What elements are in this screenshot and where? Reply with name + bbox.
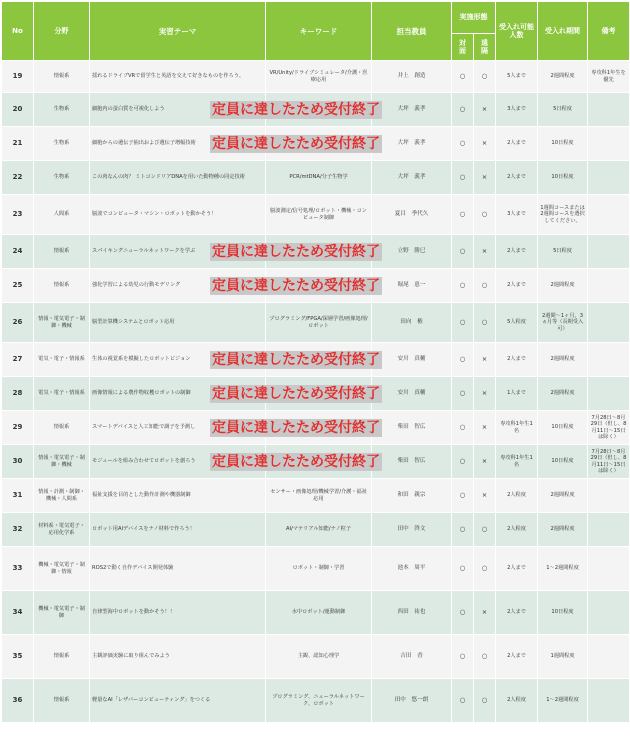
table-cell-keyword: VR/Unity/ドライブシミュレータ/介護・医療応用 bbox=[266, 61, 372, 93]
table-cell-note: 専攻科1年生を優先 bbox=[588, 61, 630, 93]
table-cell-note bbox=[588, 269, 630, 303]
table-row bbox=[2, 61, 630, 93]
table-row bbox=[2, 479, 630, 513]
table-cell-remote: ○ bbox=[474, 635, 496, 679]
table-cell-period: 2週間程度 bbox=[538, 513, 588, 547]
table-cell-capacity: 3人まで bbox=[496, 195, 538, 235]
table-cell-face: ○ bbox=[452, 513, 474, 547]
table-cell-no: 24 bbox=[2, 235, 34, 269]
header-format: 実施形態 bbox=[452, 2, 496, 34]
table-cell-field: 情報系 bbox=[34, 269, 90, 303]
table-cell-face: ○ bbox=[452, 377, 474, 411]
table-cell-theme: 福祉支援を目的とした動作計測や機器制御 bbox=[90, 479, 266, 513]
table-cell-field: 電気・電子・情報系 bbox=[34, 343, 90, 377]
header-staff: 担当教員 bbox=[372, 2, 452, 61]
table-row bbox=[2, 343, 630, 377]
table-cell-capacity: 専攻科1年生1名 bbox=[496, 445, 538, 479]
table-cell-face: ○ bbox=[452, 411, 474, 445]
table-cell-note bbox=[588, 479, 630, 513]
table-row bbox=[2, 195, 630, 235]
table-cell-theme: ロボット用AIデバイスをナノ材料で作ろう！ bbox=[90, 513, 266, 547]
table-cell-capacity: 2人まで bbox=[496, 547, 538, 591]
table-cell-capacity: 5人程度 bbox=[496, 303, 538, 343]
table-cell-period: 2週間程度 bbox=[538, 479, 588, 513]
table-cell-capacity: 2人まで bbox=[496, 161, 538, 195]
table-cell-face: ○ bbox=[452, 445, 474, 479]
table-cell-remote: × bbox=[474, 445, 496, 479]
table-cell-staff: 西田 祐也 bbox=[372, 591, 452, 635]
table-cell-no: 31 bbox=[2, 479, 34, 513]
closed-stamp: 定員に達したため受付終了 bbox=[212, 277, 380, 294]
table-cell-keyword: プログラミング、ニューラルネットワーク、ロボット bbox=[266, 679, 372, 723]
table-row bbox=[2, 411, 630, 445]
header-capacity: 受入れ可能人数 bbox=[496, 2, 538, 61]
table-cell-staff: 柴田 智広 bbox=[372, 445, 452, 479]
table-cell-field: 情報・計測・制御・機械・人間系 bbox=[34, 479, 90, 513]
table-cell-field: 情報系 bbox=[34, 61, 90, 93]
table-cell-capacity: 2人まで bbox=[496, 591, 538, 635]
table-cell-note bbox=[588, 635, 630, 679]
table-cell-theme: スパイキングニューラルネットワークを学ぶ 定員に達したため受付終了 bbox=[90, 235, 266, 269]
table-cell-staff: 安川 真輔 bbox=[372, 377, 452, 411]
table-cell-theme: モジュールを組み合わせてロボットを創ろう 定員に達したため受付終了 bbox=[90, 445, 266, 479]
table-cell-note bbox=[588, 195, 630, 235]
table-cell-period: 2週間〜1ヶ月、3ヵ月等（長期受入可） bbox=[538, 303, 588, 343]
table-cell-keyword: プログラミング/FPGA/深層学習/画像処理/ロボット bbox=[266, 303, 372, 343]
table-cell-note bbox=[588, 127, 630, 161]
table-cell-capacity: 2人程度 bbox=[496, 679, 538, 723]
table-cell-staff: 田向 権 bbox=[372, 303, 452, 343]
table-cell-field: 生物系 bbox=[34, 127, 90, 161]
table-cell-remote: × bbox=[474, 591, 496, 635]
table-cell-staff: 堀尾 恵一 bbox=[372, 269, 452, 303]
table-cell-remote: × bbox=[474, 479, 496, 513]
table-cell-field: 情報系 bbox=[34, 679, 90, 723]
table-cell-no: 33 bbox=[2, 547, 34, 591]
table-row bbox=[2, 161, 630, 195]
table-cell-staff: 井上 創造 bbox=[372, 61, 452, 93]
table-cell-field: 生物系 bbox=[34, 161, 90, 195]
table-cell-keyword: AI/マテリアル知能/ナノ粒子 bbox=[266, 513, 372, 547]
table-cell-theme: 揺れるドライブVRで留学生と英語を交えて好きなものを作ろう。 bbox=[90, 61, 266, 93]
table-cell-period: 10日程度 bbox=[538, 445, 588, 479]
table-cell-period: 10日程度 bbox=[538, 127, 588, 161]
table-cell-remote: ○ bbox=[474, 269, 496, 303]
table-cell-staff: 大坪 義孝 bbox=[372, 93, 452, 127]
table-cell-period: 1〜2週間程度 bbox=[538, 547, 588, 591]
table-cell-no: 29 bbox=[2, 411, 34, 445]
table-cell-note bbox=[588, 343, 630, 377]
table-cell-note bbox=[588, 679, 630, 723]
table-cell-theme: 主観評価実験に取り組んでみよう bbox=[90, 635, 266, 679]
header-format-face: 対面 bbox=[452, 34, 474, 61]
header-theme: 実習テーマ bbox=[90, 2, 266, 61]
table-cell-remote: ○ bbox=[474, 547, 496, 591]
table-cell-capacity: 2人まで bbox=[496, 269, 538, 303]
table-row bbox=[2, 679, 630, 723]
table-cell-remote: ○ bbox=[474, 61, 496, 93]
table-cell-staff: 柴田 智広 bbox=[372, 411, 452, 445]
table-cell-theme: 軽量なAI「レザバーコンピューティング」をつくる bbox=[90, 679, 266, 723]
table-cell-keyword: 水中ロボット/運動制御 bbox=[266, 591, 372, 635]
table-cell-period: 2週間程度 bbox=[538, 343, 588, 377]
table-cell-field: 情報・電気電子・制御・機械 bbox=[34, 303, 90, 343]
closed-stamp: 定員に達したため受付終了 bbox=[212, 351, 380, 368]
table-cell-period: 10日程度 bbox=[538, 161, 588, 195]
table-cell-capacity: 2人まで bbox=[496, 635, 538, 679]
table-cell-period: 1〜2週間程度 bbox=[538, 679, 588, 723]
table-row bbox=[2, 303, 630, 343]
table-cell-field: 情報系 bbox=[34, 411, 90, 445]
table-cell-period: 5日程度 bbox=[538, 93, 588, 127]
header-format-remote: 遠隔 bbox=[474, 34, 496, 61]
header-field: 分野 bbox=[34, 2, 90, 61]
table-row bbox=[2, 513, 630, 547]
table-cell-capacity: 1人まで bbox=[496, 377, 538, 411]
table-cell-staff: 田中 啓文 bbox=[372, 513, 452, 547]
table-cell-capacity: 2人程度 bbox=[496, 479, 538, 513]
table-cell-period: 1週間コースまたは2週間コースを選択してください。 bbox=[538, 195, 588, 235]
table-cell-period: 1週間程度 bbox=[538, 635, 588, 679]
table-cell-staff: 立野 勝巳 bbox=[372, 235, 452, 269]
closed-stamp: 定員に達したため受付終了 bbox=[212, 101, 380, 118]
table-cell-theme: 細胞内の蛋白質を可視化しよう 定員に達したため受付終了 bbox=[90, 93, 266, 127]
header-keyword: キーワード bbox=[266, 2, 372, 61]
table-cell-theme: 強化学習による幼児の行動モデリング 定員に達したため受付終了 bbox=[90, 269, 266, 303]
table-cell-face: ○ bbox=[452, 195, 474, 235]
closed-stamp: 定員に達したため受付終了 bbox=[212, 453, 380, 470]
table-cell-no: 22 bbox=[2, 161, 34, 195]
closed-stamp: 定員に達したため受付終了 bbox=[212, 243, 380, 260]
table-cell-theme: 脳波でコンピュータ・マシン・ロボットを動かそう！ bbox=[90, 195, 266, 235]
table-cell-staff: 池本 周平 bbox=[372, 547, 452, 591]
table-cell-remote: ○ bbox=[474, 195, 496, 235]
table-cell-field: 材料系・電気電子・応用化学系 bbox=[34, 513, 90, 547]
table-cell-face: ○ bbox=[452, 127, 474, 161]
table-cell-no: 28 bbox=[2, 377, 34, 411]
table-cell-no: 23 bbox=[2, 195, 34, 235]
table-cell-no: 25 bbox=[2, 269, 34, 303]
table-cell-theme: 生体の視覚系を模擬したロボットビジョン 定員に達したため受付終了 bbox=[90, 343, 266, 377]
table-cell-theme: 自律型海中ロボットを動かそう！！ bbox=[90, 591, 266, 635]
table-cell-remote: ○ bbox=[474, 679, 496, 723]
table-cell-note bbox=[588, 235, 630, 269]
table-cell-capacity: 2人まで bbox=[496, 343, 538, 377]
table-cell-note bbox=[588, 377, 630, 411]
header-period: 受入れ期間 bbox=[538, 2, 588, 61]
table-row bbox=[2, 235, 630, 269]
table-cell-remote: × bbox=[474, 127, 496, 161]
table-row bbox=[2, 269, 630, 303]
table-cell-note bbox=[588, 547, 630, 591]
table-cell-capacity: 2人まで bbox=[496, 235, 538, 269]
table-cell-face: ○ bbox=[452, 269, 474, 303]
table-cell-keyword: ロボット・制御・学習 bbox=[266, 547, 372, 591]
table-cell-no: 30 bbox=[2, 445, 34, 479]
table-cell-remote: × bbox=[474, 411, 496, 445]
table-body bbox=[2, 61, 630, 723]
table-cell-staff: 和田 親宗 bbox=[372, 479, 452, 513]
table-cell-period: 10日程度 bbox=[538, 591, 588, 635]
table-cell-no: 36 bbox=[2, 679, 34, 723]
table-cell-keyword: 主観、認知心理学 bbox=[266, 635, 372, 679]
table-cell-theme: 細胞からの遺伝子抽出および遺伝子増幅技術 定員に達したため受付終了 bbox=[90, 127, 266, 161]
table-cell-no: 19 bbox=[2, 61, 34, 93]
table-row bbox=[2, 377, 630, 411]
table-cell-remote: × bbox=[474, 377, 496, 411]
table-row bbox=[2, 635, 630, 679]
header-note: 備考 bbox=[588, 2, 630, 61]
table-cell-staff: 田中 悠一朗 bbox=[372, 679, 452, 723]
table-cell-note bbox=[588, 591, 630, 635]
table-cell-face: ○ bbox=[452, 679, 474, 723]
table-cell-remote: × bbox=[474, 235, 496, 269]
table-cell-no: 21 bbox=[2, 127, 34, 161]
table-cell-remote: × bbox=[474, 343, 496, 377]
table-cell-staff: 吉田 香 bbox=[372, 635, 452, 679]
header-no: No bbox=[2, 2, 34, 61]
table-cell-note bbox=[588, 303, 630, 343]
table-cell-period: 2週間程度 bbox=[538, 377, 588, 411]
table-cell-theme: この肉なんの肉？ ミトコンドリアDNAを用いた動物種の同定技術 bbox=[90, 161, 266, 195]
table-cell-field: 電気・電子・情報系 bbox=[34, 377, 90, 411]
table-cell-field: 情報系 bbox=[34, 235, 90, 269]
closed-stamp: 定員に達したため受付終了 bbox=[212, 135, 380, 152]
table-cell-capacity: 専攻科1年生1名 bbox=[496, 411, 538, 445]
internship-table bbox=[1, 1, 630, 723]
table-cell-period: 10日程度 bbox=[538, 411, 588, 445]
table-cell-no: 35 bbox=[2, 635, 34, 679]
table-cell-theme: 画像情報による農作物収穫ロボットの制御 定員に達したため受付終了 bbox=[90, 377, 266, 411]
table-cell-no: 34 bbox=[2, 591, 34, 635]
table-cell-face: ○ bbox=[452, 479, 474, 513]
table-cell-note: 7月28日〜8月29日（但し、8月11日〜15日は除く） bbox=[588, 411, 630, 445]
table-row bbox=[2, 127, 630, 161]
table-cell-remote: ○ bbox=[474, 513, 496, 547]
closed-stamp: 定員に達したため受付終了 bbox=[212, 385, 380, 402]
table-cell-field: 機械・電気電子・制御・情報 bbox=[34, 547, 90, 591]
table-cell-no: 26 bbox=[2, 303, 34, 343]
table-cell-no: 20 bbox=[2, 93, 34, 127]
table-cell-note bbox=[588, 93, 630, 127]
table-cell-face: ○ bbox=[452, 591, 474, 635]
table-cell-capacity: 3人まで bbox=[496, 93, 538, 127]
table-cell-keyword: センサー・画像処理/機械学習/介護・福祉応用 bbox=[266, 479, 372, 513]
table-cell-face: ○ bbox=[452, 93, 474, 127]
table-cell-capacity: 5人まで bbox=[496, 61, 538, 93]
table-cell-remote: × bbox=[474, 93, 496, 127]
table-cell-capacity: 2人程度 bbox=[496, 513, 538, 547]
table-cell-field: 情報系 bbox=[34, 635, 90, 679]
table-cell-theme: スマートデバイスと人工知能で調子を予測し 定員に達したため受付終了 bbox=[90, 411, 266, 445]
table-cell-face: ○ bbox=[452, 343, 474, 377]
table-row bbox=[2, 93, 630, 127]
table-cell-note bbox=[588, 161, 630, 195]
table-cell-staff: 大坪 義孝 bbox=[372, 127, 452, 161]
table-row bbox=[2, 547, 630, 591]
table-cell-field: 機械・電気電子・制御 bbox=[34, 591, 90, 635]
table-cell-face: ○ bbox=[452, 161, 474, 195]
table-cell-no: 32 bbox=[2, 513, 34, 547]
table-cell-remote: × bbox=[474, 161, 496, 195]
table-cell-face: ○ bbox=[452, 635, 474, 679]
table-cell-staff: 夏目 季代久 bbox=[372, 195, 452, 235]
table-cell-field: 人間系 bbox=[34, 195, 90, 235]
table-cell-staff: 大坪 義孝 bbox=[372, 161, 452, 195]
table-row bbox=[2, 591, 630, 635]
table-cell-field: 情報・電気電子・制御・機械 bbox=[34, 445, 90, 479]
table-cell-period: 2週間程度 bbox=[538, 269, 588, 303]
table-cell-keyword: 脳波測定/信号処理/ロボット・機械・コンピュータ制御 bbox=[266, 195, 372, 235]
table-cell-face: ○ bbox=[452, 235, 474, 269]
table-cell-face: ○ bbox=[452, 303, 474, 343]
table-cell-remote: ○ bbox=[474, 303, 496, 343]
table-cell-no: 27 bbox=[2, 343, 34, 377]
table-cell-field: 生物系 bbox=[34, 93, 90, 127]
table-cell-staff: 安川 真輔 bbox=[372, 343, 452, 377]
table-cell-face: ○ bbox=[452, 61, 474, 93]
table-cell-note: 7月28日〜8月29日（但し、8月11日〜15日は除く） bbox=[588, 445, 630, 479]
table-cell-note bbox=[588, 513, 630, 547]
table-header bbox=[2, 2, 630, 61]
table-cell-period: 2週間程度 bbox=[538, 61, 588, 93]
table-cell-face: ○ bbox=[452, 547, 474, 591]
table-cell-capacity: 2人まで bbox=[496, 127, 538, 161]
table-cell-theme: ROS2で動く自作デバイス開発体験 bbox=[90, 547, 266, 591]
closed-stamp: 定員に達したため受付終了 bbox=[212, 419, 380, 436]
table-cell-theme: 脳型計算機システムとロボット応用 bbox=[90, 303, 266, 343]
table-row bbox=[2, 445, 630, 479]
table-cell-period: 5日程度 bbox=[538, 235, 588, 269]
table-cell-keyword: PCR/mtDNA/分子生物学 bbox=[266, 161, 372, 195]
